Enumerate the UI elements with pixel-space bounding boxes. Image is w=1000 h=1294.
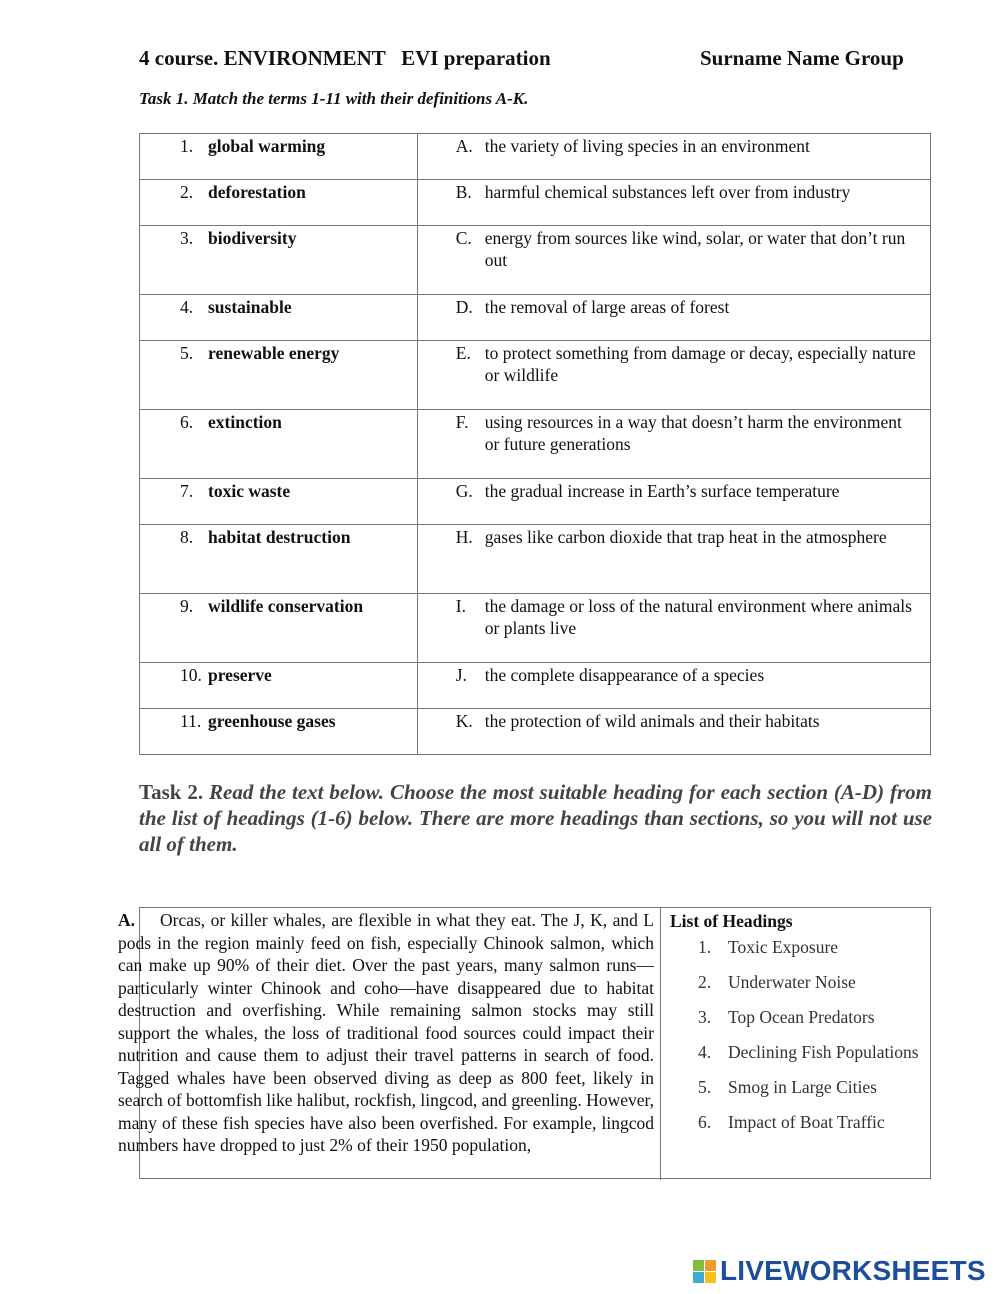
heading-text: Smog in Large Cities <box>728 1077 877 1097</box>
term-text: global warming <box>208 136 326 156</box>
term-number: 6. <box>180 412 194 432</box>
heading-item <box>698 936 925 958</box>
definition-letter: J. <box>455 665 467 685</box>
heading-item <box>698 1006 925 1028</box>
heading-number: 5. <box>698 1077 712 1097</box>
definition-text: harmful chemical substances left over from industry <box>484 182 851 202</box>
table-row <box>140 525 931 594</box>
definition-text: gases like carbon dioxide that trap heat in the atmosphere <box>484 527 887 547</box>
heading-text: Top Ocean Predators <box>728 1007 875 1027</box>
logo-text: LIVEWORKSHEETS <box>720 1255 986 1286</box>
term-text: greenhouse gases <box>208 711 336 731</box>
definition-cell <box>417 709 930 755</box>
term-cell <box>140 180 418 226</box>
section-a-label: A. <box>118 910 136 930</box>
definition-letter: I. <box>455 596 466 616</box>
heading-number: 3. <box>698 1007 712 1027</box>
definition-text: the removal of large areas of forest <box>484 297 730 317</box>
definition-text: the damage or loss of the natural environment where animals or plants live <box>484 596 912 638</box>
term-text: wildlife conservation <box>208 596 364 616</box>
term-cell <box>140 295 418 341</box>
section-a-text <box>118 909 654 1157</box>
definition-letter: D. <box>455 297 473 317</box>
term-cell <box>140 410 418 479</box>
matching-table <box>139 133 931 755</box>
term-cell <box>140 709 418 755</box>
term-number: 11. <box>180 711 202 731</box>
table-row <box>140 226 931 295</box>
definition-cell <box>417 134 930 180</box>
term-number: 10. <box>180 665 202 685</box>
definition-text: the protection of wild animals and their habitats <box>484 711 820 731</box>
heading-number: 4. <box>698 1042 712 1062</box>
definition-cell <box>417 663 930 709</box>
table-row <box>140 180 931 226</box>
definition-letter: A. <box>455 136 473 156</box>
table-row <box>140 479 931 525</box>
page-title: 4 course. ENVIRONMENT EVI preparation <box>139 46 551 70</box>
definition-letter: K. <box>455 711 473 731</box>
liveworksheets-logo <box>693 1255 986 1287</box>
definition-cell <box>417 594 930 663</box>
definition-letter: H. <box>455 527 473 547</box>
definition-letter: B. <box>455 182 472 202</box>
definition-cell <box>417 410 930 479</box>
heading-number: 1. <box>698 937 712 957</box>
term-cell <box>140 341 418 410</box>
reading-section-box <box>118 907 931 1179</box>
heading-text: Declining Fish Populations <box>728 1042 919 1062</box>
table-row <box>140 663 931 709</box>
definition-letter: E. <box>455 343 471 363</box>
task2-label: Task 2. <box>139 780 204 804</box>
column-divider <box>660 908 661 1180</box>
term-cell <box>140 479 418 525</box>
task2-instruction-text: Read the text below. Choose the most suitable heading for each section (A-D) from the list of headings (1-6) below. There are more headings than sections, so you will not use all of them. <box>139 780 932 856</box>
term-text: biodiversity <box>208 228 297 248</box>
definition-text: using resources in a way that doesn’t harm the environment or future generations <box>484 412 902 454</box>
term-text: deforestation <box>208 182 306 202</box>
term-number: 1. <box>180 136 194 156</box>
table-row <box>140 295 931 341</box>
definition-text: the variety of living species in an environment <box>484 136 810 156</box>
definition-letter: G. <box>455 481 473 501</box>
term-number: 7. <box>180 481 194 501</box>
heading-item <box>698 1041 925 1063</box>
table-row <box>140 341 931 410</box>
task2-instruction <box>139 779 932 857</box>
task1-instruction: Task 1. Match the terms 1-11 with their definitions A-K. <box>139 89 529 108</box>
term-number: 3. <box>180 228 194 248</box>
term-cell <box>140 134 418 180</box>
definition-cell <box>417 341 930 410</box>
definition-cell <box>417 525 930 594</box>
heading-item <box>698 971 925 993</box>
definition-text: to protect something from damage or decay, especially nature or wildlife <box>484 343 916 385</box>
term-number: 5. <box>180 343 194 363</box>
table-row <box>140 709 931 755</box>
definition-letter: F. <box>455 412 469 432</box>
term-number: 2. <box>180 182 194 202</box>
logo-mark-icon <box>693 1260 716 1283</box>
heading-number: 6. <box>698 1112 712 1132</box>
table-row <box>140 410 931 479</box>
term-text: extinction <box>208 412 282 432</box>
headings-list <box>670 910 925 1146</box>
term-cell <box>140 525 418 594</box>
term-text: renewable energy <box>208 343 340 363</box>
term-text: preserve <box>208 665 272 685</box>
definition-cell <box>417 226 930 295</box>
student-info-label: Surname Name Group <box>700 46 904 70</box>
definition-text: the gradual increase in Earth’s surface temperature <box>484 481 840 501</box>
table-row <box>140 594 931 663</box>
term-text: sustainable <box>208 297 292 317</box>
table-row <box>140 134 931 180</box>
definition-text: energy from sources like wind, solar, or water that don’t run out <box>484 228 906 270</box>
heading-text: Impact of Boat Traffic <box>728 1112 885 1132</box>
definition-cell <box>417 479 930 525</box>
section-a-body: Orcas, or killer whales, are flexible in what they eat. The J, K, and L pods in the region mainly feed on fish, especially Chinook salmon, which can make up 90% of their diet. Over the past years, many salmon runs—particularly winter Chinook and coho—have disappeared due to habitat destruction and overfishing. While remaining salmon stocks may still support the whales, the loss of traditional food sources could impact their nutrition and cause them to adjust their travel patterns in search of food. Tagged whales have been observed diving as deep as 800 feet, likely in search of bottomfish like halibut, rockfish, lingcod, and greenling. However, many of these fish species have also been overfished. For example, lingcod numbers have dropped to just 2% of their 1950 population, <box>118 910 654 1155</box>
term-text: habitat destruction <box>208 527 351 547</box>
term-cell <box>140 663 418 709</box>
definition-text: the complete disappearance of a species <box>484 665 765 685</box>
term-number: 4. <box>180 297 194 317</box>
heading-text: Toxic Exposure <box>728 937 839 957</box>
definition-letter: C. <box>455 228 472 248</box>
term-cell <box>140 226 418 295</box>
definition-cell <box>417 180 930 226</box>
term-text: toxic waste <box>208 481 291 501</box>
heading-item <box>698 1111 925 1133</box>
definition-cell <box>417 295 930 341</box>
heading-text: Underwater Noise <box>728 972 856 992</box>
heading-item <box>698 1076 925 1098</box>
term-number: 8. <box>180 527 194 547</box>
term-number: 9. <box>180 596 194 616</box>
heading-number: 2. <box>698 972 712 992</box>
headings-title: List of Headings <box>670 911 793 931</box>
term-cell <box>140 594 418 663</box>
